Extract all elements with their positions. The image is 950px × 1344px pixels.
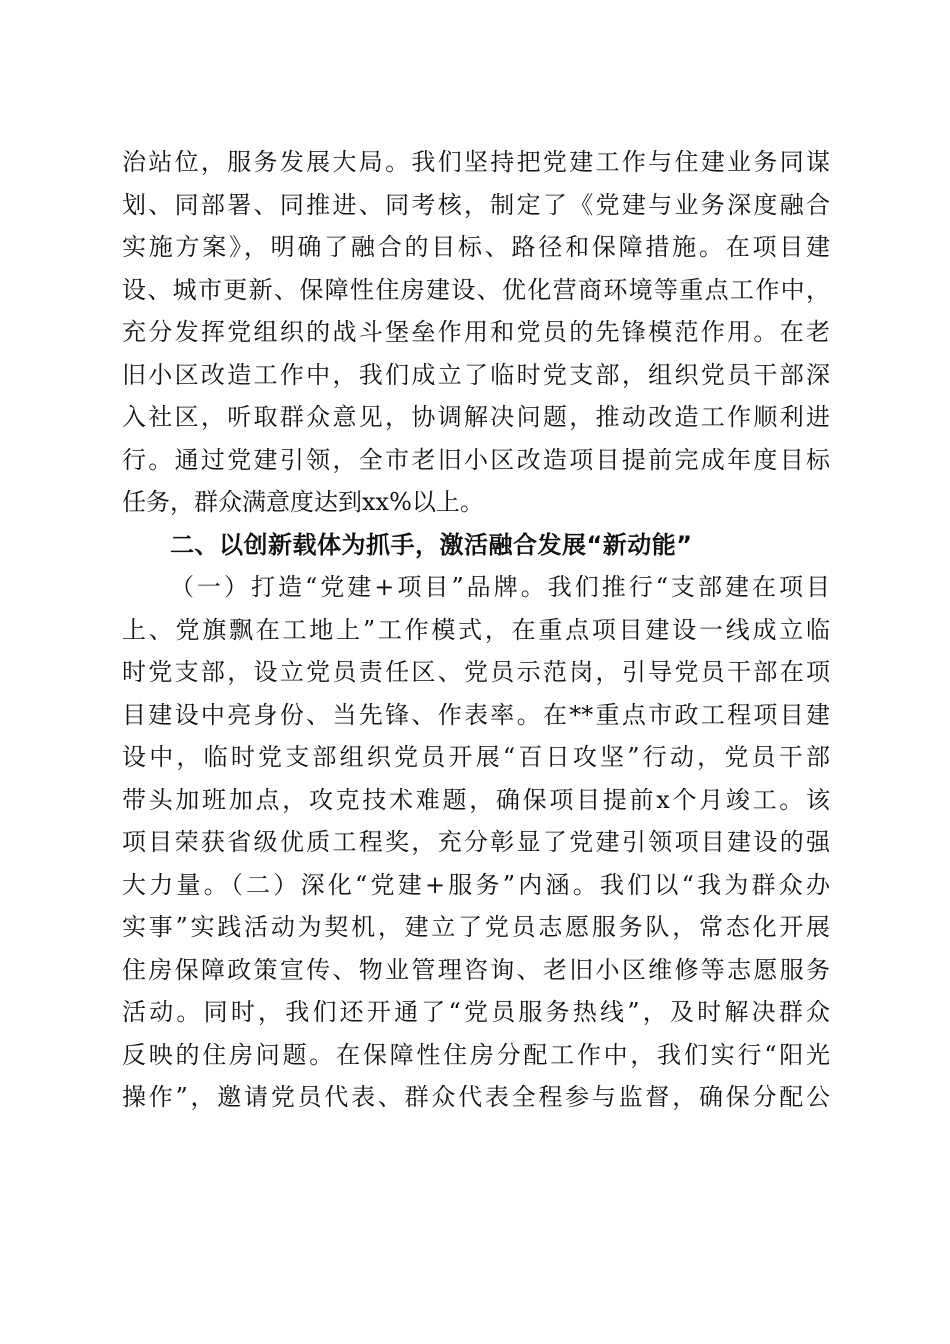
section-heading: 二、以创新载体为抓手，激活融合发展“新动能” bbox=[170, 530, 693, 559]
paragraph-line: 行。通过党建引领，全市老旧小区改造项目提前完成年度目标 bbox=[122, 445, 830, 474]
paragraph-line: 住房保障政策宣传、物业管理咨询、老旧小区维修等志愿服务 bbox=[122, 955, 830, 984]
paragraph-line: 时党支部，设立党员责任区、党员示范岗，引导党员干部在项 bbox=[122, 658, 830, 686]
paragraph-line: 任务，群众满意度达到xx%以上。 bbox=[122, 488, 484, 516]
paragraph-line: 目建设中亮身份、当先锋、作表率。在**重点市政工程项目建 bbox=[122, 700, 830, 729]
paragraph-line: 实施方案》，明确了融合的目标、路径和保障措施。在项目建 bbox=[122, 233, 830, 261]
paragraph-line: 旧小区改造工作中，我们成立了临时党支部，组织党员干部深 bbox=[122, 360, 830, 389]
paragraph-line: 设中，临时党支部组织党员开展“百日攻坚”行动，党员干部 bbox=[122, 743, 830, 771]
paragraph-line: 带头加班加点，攻克技术难题，确保项目提前x个月竣工。该 bbox=[122, 785, 830, 814]
paragraph-line: 设、城市更新、保障性住房建设、优化营商环境等重点工作中， bbox=[122, 275, 830, 304]
paragraph-line: 治站位，服务发展大局。我们坚持把党建工作与住建业务同谋 bbox=[122, 148, 830, 176]
paragraph-line: 活动。同时，我们还开通了“党员服务热线”，及时解决群众 bbox=[122, 998, 830, 1026]
paragraph-line: 划、同部署、同推进、同考核，制定了《党建与业务深度融合 bbox=[122, 190, 830, 219]
paragraph-line: 操作”，邀请党员代表、群众代表全程参与监督，确保分配公 bbox=[122, 1083, 830, 1111]
paragraph-line: 实事”实践活动为契机，建立了党员志愿服务队，常态化开展 bbox=[122, 913, 830, 941]
body-text bbox=[122, 141, 830, 1119]
paragraph-line: 充分发挥党组织的战斗堡垒作用和党员的先锋模范作用。在老 bbox=[122, 318, 830, 346]
paragraph-line: 反映的住房问题。在保障性住房分配工作中，我们实行“阳光 bbox=[122, 1040, 830, 1069]
paragraph-line: 大力量。（二）深化“党建+服务”内涵。我们以“我为群众办 bbox=[122, 870, 830, 899]
paragraph-line: 项目荣获省级优质工程奖，充分彰显了党建引领项目建设的强 bbox=[122, 828, 830, 856]
paragraph-line: 入社区，听取群众意见，协调解决问题，推动改造工作顺利进 bbox=[122, 403, 830, 431]
paragraph-line: （一）打造“党建+项目”品牌。我们推行“支部建在项目 bbox=[170, 573, 830, 601]
paragraph-line: 上、党旗飘在工地上”工作模式，在重点项目建设一线成立临 bbox=[122, 615, 830, 644]
